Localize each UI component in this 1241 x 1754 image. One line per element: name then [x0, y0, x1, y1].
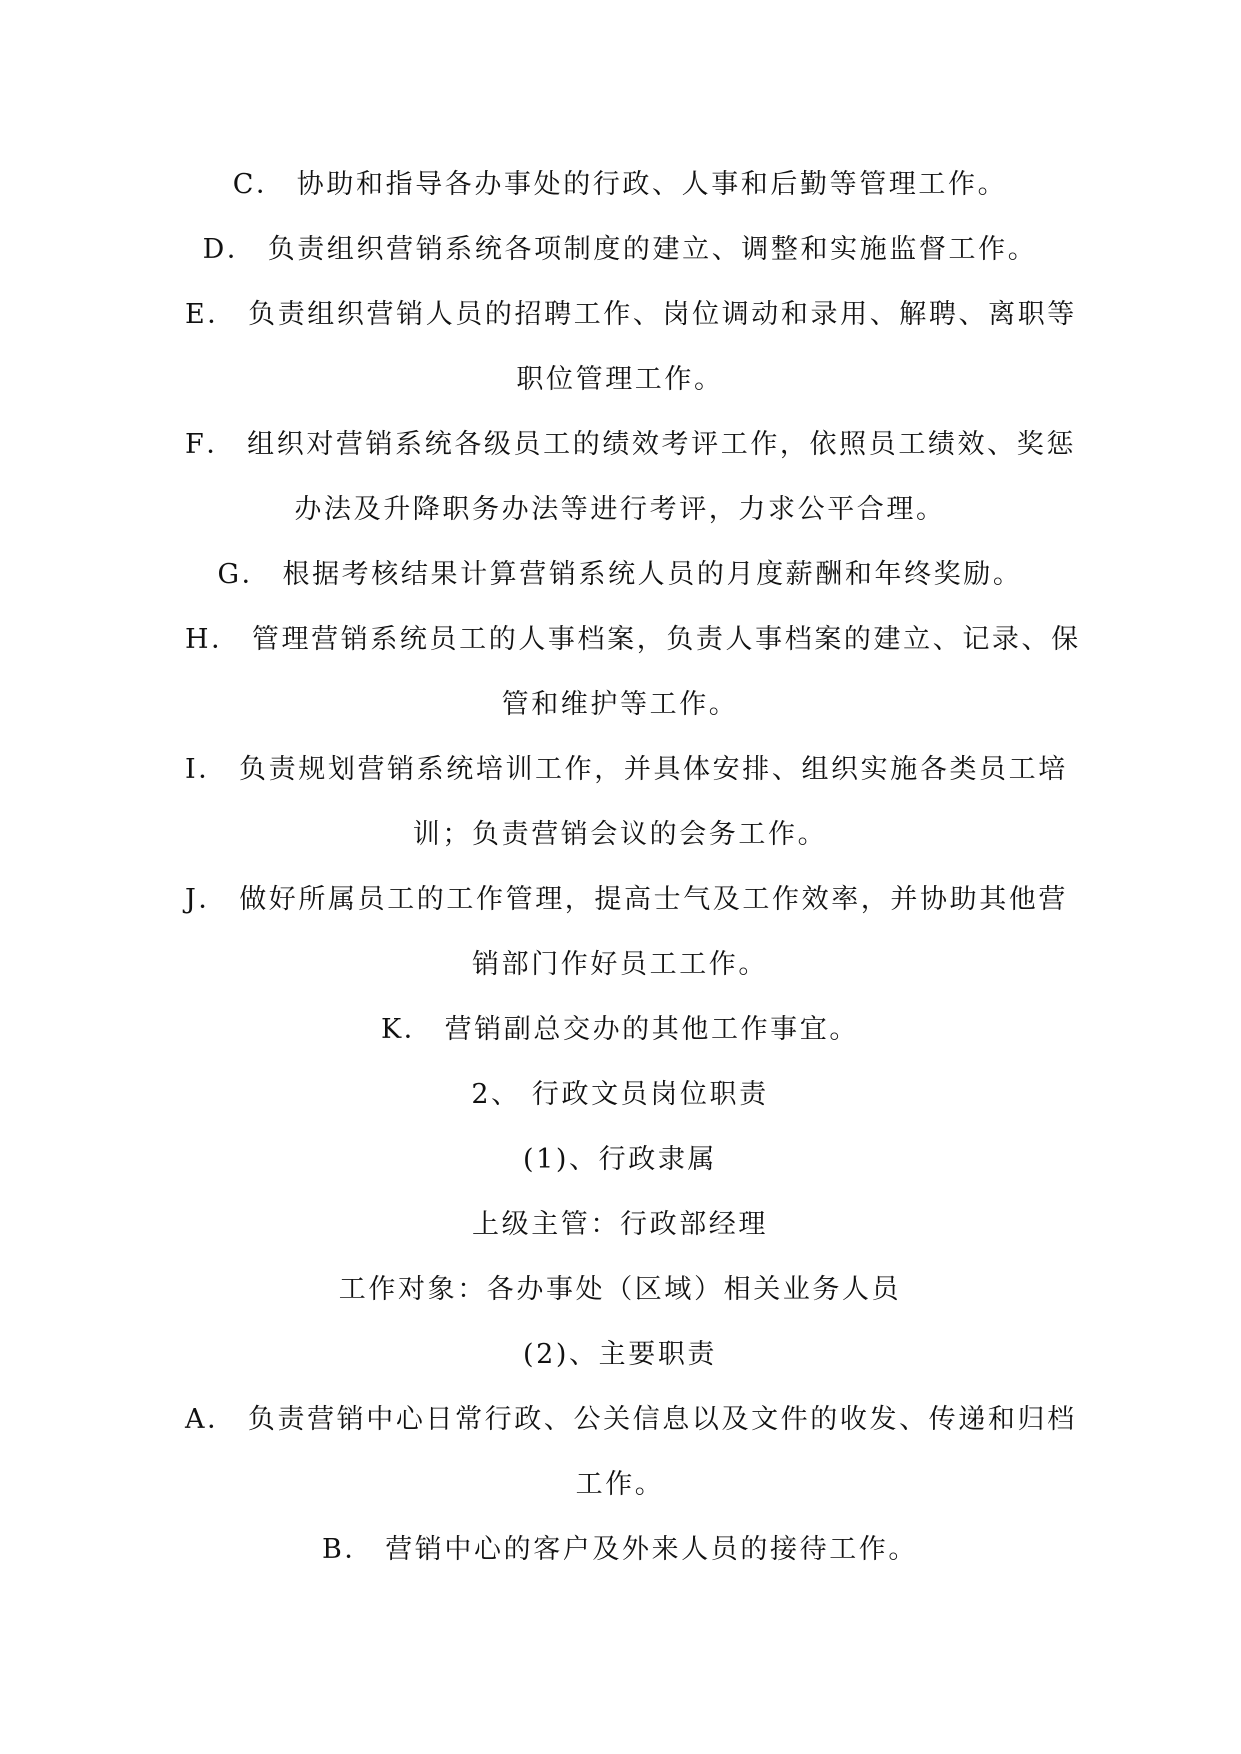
text-line-supervisor: 上级主管：行政部经理 — [472, 1209, 768, 1240]
text-line-a: A． 负责营销中心日常行政、公关信息以及文件的收发、传递和归档 — [185, 1404, 1077, 1435]
text-line-e: E． 负责组织营销人员的招聘工作、岗位调动和录用、解聘、离职等 — [185, 299, 1077, 330]
text-line-j-cont: 销部门作好员工工作。 — [472, 949, 768, 980]
text-line-j: J． 做好所属员工的工作管理，提高士气及工作效率，并协助其他营 — [185, 884, 1069, 915]
text-line-f-cont: 办法及升降职务办法等进行考评，力求公平合理。 — [294, 494, 946, 525]
text-line-e-cont: 职位管理工作。 — [516, 364, 724, 395]
text-line-i: I． 负责规划营销系统培训工作，并具体安排、组织实施各类员工培 — [185, 754, 1068, 785]
subheading-main-duties: (2)、主要职责 — [522, 1339, 718, 1370]
text-line-a-cont: 工作。 — [575, 1469, 665, 1500]
text-line-g: G． 根据考核结果计算营销系统人员的月度薪酬和年终奖励。 — [217, 559, 1023, 590]
text-line-d: D． 负责组织营销系统各项制度的建立、调整和实施监督工作。 — [202, 234, 1038, 265]
subheading-admin-affiliation: (1)、行政隶属 — [522, 1144, 718, 1175]
text-line-f: F． 组织对营销系统各级员工的绩效考评工作，依照员工绩效、奖惩 — [185, 429, 1076, 460]
text-line-c: C． 协助和指导各办事处的行政、人事和后勤等管理工作。 — [232, 169, 1008, 200]
text-line-work-target: 工作对象：各办事处（区域）相关业务人员 — [338, 1274, 902, 1305]
text-line-k: K． 营销副总交办的其他工作事宜。 — [381, 1014, 859, 1045]
section-heading-2: 2、 行政文员岗位职责 — [471, 1079, 769, 1110]
document-body — [185, 152, 1081, 1582]
text-line-h-cont: 管和维护等工作。 — [501, 689, 739, 720]
text-line-b: B． 营销中心的客户及外来人员的接待工作。 — [321, 1534, 919, 1565]
text-line-h: H． 管理营销系统员工的人事档案，负责人事档案的建立、记录、保 — [185, 624, 1081, 655]
text-line-i-cont: 训；负责营销会议的会务工作。 — [412, 819, 828, 850]
